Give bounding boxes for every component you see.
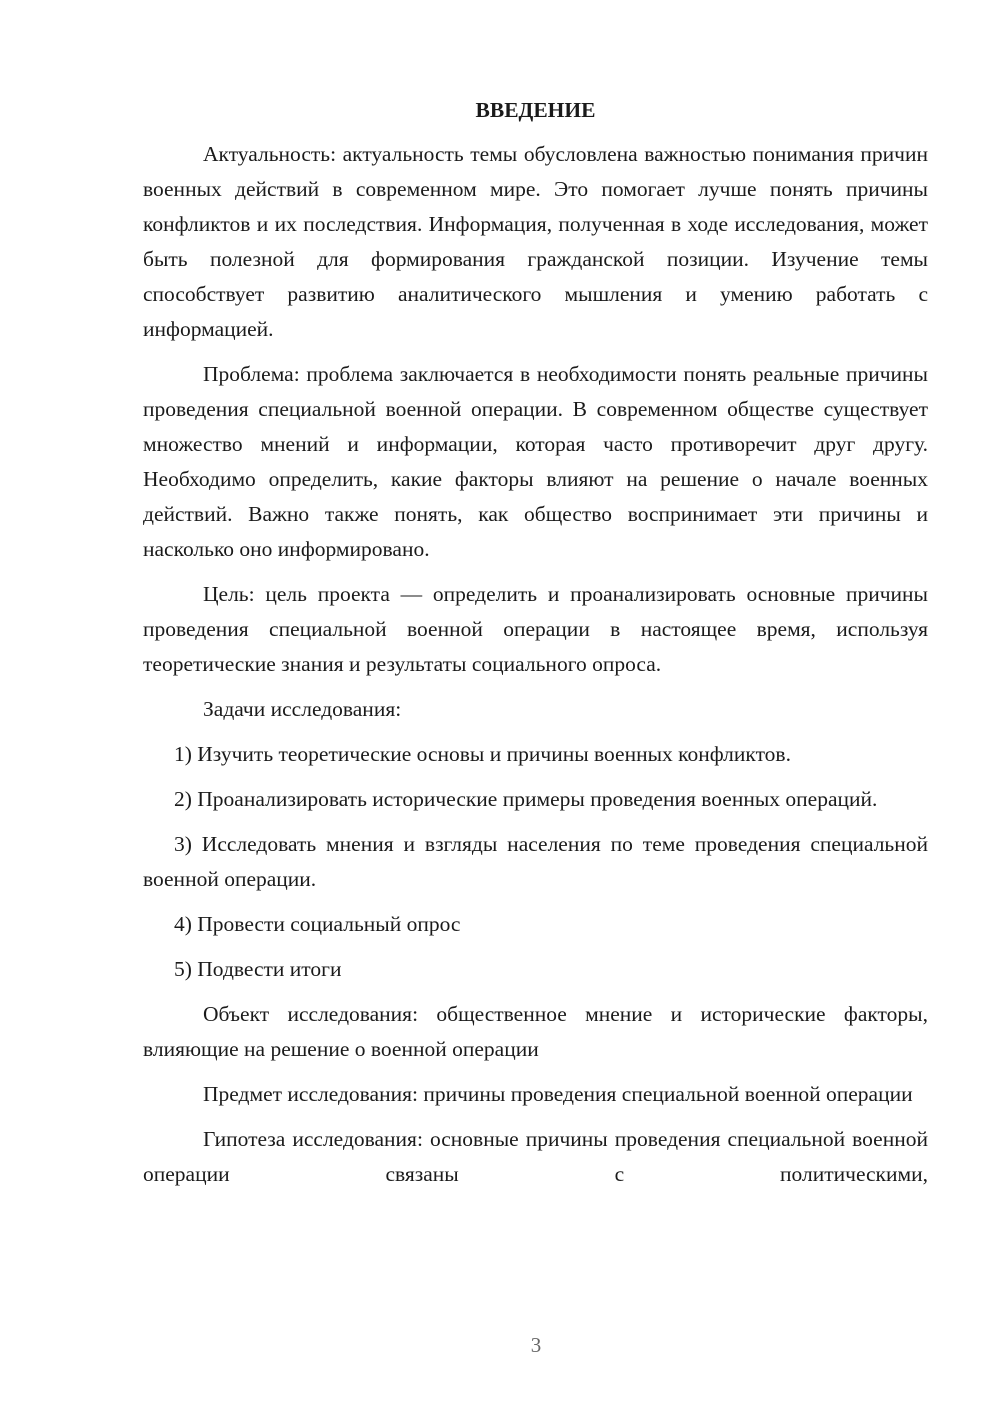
paragraph-problem: Проблема: проблема заключается в необходимости понять реальные причины проведения специальной военной операции. В современном обществе существует множество мнений и информации, которая часто противоречит друг другу. Необходимо определить, какие факторы влияют на решение о начале военных действий. Важно также понять, как общество воспринимает эти причины и насколько оно информировано. xyxy=(143,362,928,561)
page-heading: ВВЕДЕНИЕ xyxy=(475,98,596,122)
task-item: 1) Изучить теоретические основы и причины военных конфликтов. xyxy=(174,742,791,766)
page-number: 3 xyxy=(530,1333,542,1357)
task-item: 3) Исследовать мнения и взгляды населения по теме проведения специальной военной операции. xyxy=(143,832,928,891)
paragraph-hypothesis: Гипотеза исследования: основные причины проведения специальной военной операции связаны с политическими, xyxy=(143,1127,928,1186)
paragraph-goal: Цель: цель проекта — определить и проанализировать основные причины проведения специальной военной операции в настоящее время, используя теоретические знания и результаты социального опроса. xyxy=(143,582,928,676)
task-item: 5) Подвести итоги xyxy=(174,957,342,981)
page-content xyxy=(143,95,928,1202)
paragraph-relevance: Актуальность: актуальность темы обусловлена важностью понимания причин военных действий в современном мире. Это помогает лучше понять причины конфликтов и их последствия. Информация, полученная в ходе исследования, может быть полезной для формирования гражданской позиции. Изучение темы способствует развитию аналитического мышления и умению работать с информацией. xyxy=(143,142,928,341)
paragraph-object: Объект исследования: общественное мнение и исторические факторы, влияющие на решение о военной операции xyxy=(143,1002,928,1061)
task-item: 2) Проанализировать исторические примеры проведения военных операций. xyxy=(174,787,878,811)
paragraph-subject: Предмет исследования: причины проведения специальной военной операции xyxy=(203,1082,913,1106)
tasks-title: Задачи исследования: xyxy=(203,697,402,721)
task-item: 4) Провести социальный опрос xyxy=(174,912,461,936)
